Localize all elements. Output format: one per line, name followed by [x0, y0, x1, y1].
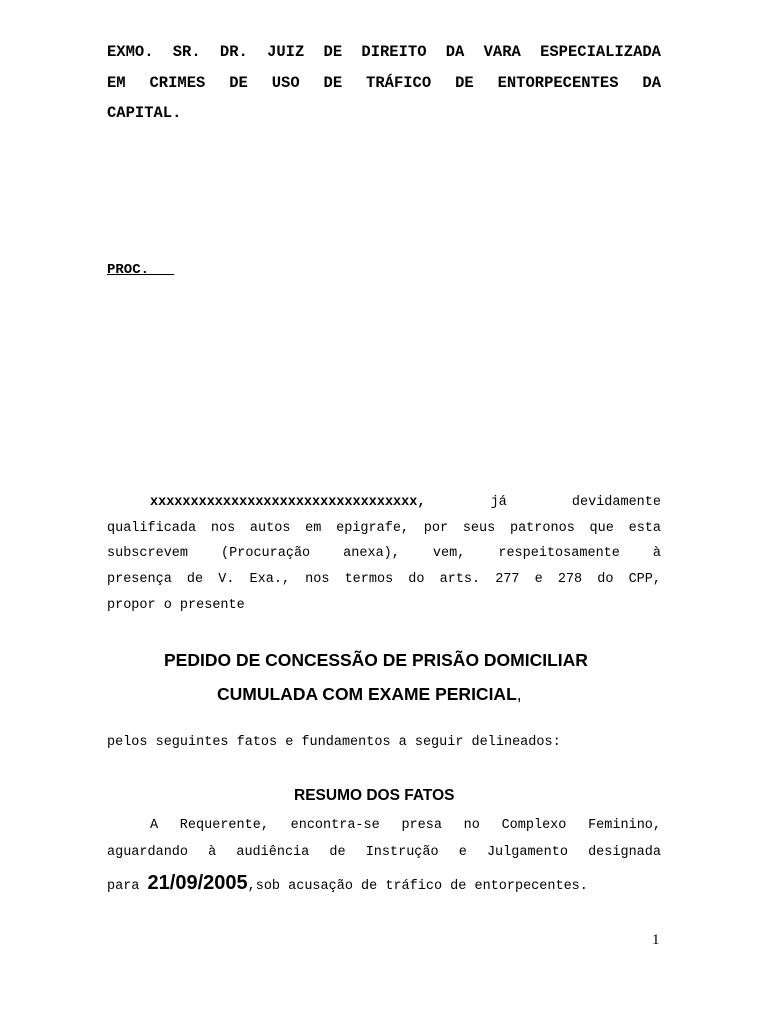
request-title-line-1: PEDIDO DE CONCESSÃO DE PRISÃO DOMICILIAR [164, 650, 588, 670]
intro-word-ja: já [490, 495, 507, 510]
facts-line-3-prefix: para [107, 879, 148, 894]
intro-line-3: subscrevem (Procuração anexa), vem, respeitosamente à [107, 546, 661, 561]
intro-line-2: qualificada nos autos em epigrafe, por seus patronos que esta [107, 521, 661, 536]
process-label: PROC. [107, 262, 175, 278]
request-title-line-2 [217, 684, 522, 705]
request-title-line-2-text: CUMULADA COM EXAME PERICIAL [217, 684, 517, 704]
grounds-text: pelos seguintes fatos e fundamentos a seguir delineados: [107, 735, 561, 750]
page-number: 1 [652, 932, 660, 948]
intro-word-devidamente: devidamente [571, 495, 661, 510]
intro-line-5: propor o presente [107, 598, 245, 613]
party-name: xxxxxxxxxxxxxxxxxxxxxxxxxxxxxxxxx, [150, 495, 426, 510]
facts-line-2: aguardando à audiência de Instrução e Julgamento designada [107, 845, 661, 860]
intro-line-1 [150, 495, 661, 510]
request-title-comma: , [516, 684, 522, 704]
facts-line-1: A Requerente, encontra-se presa no Complexo Feminino, [150, 818, 661, 833]
intro-line-4: presença de V. Exa., nos termos do arts. 277 e 278 do CPP, [107, 572, 661, 587]
facts-section-title: RESUMO DOS FATOS [294, 787, 455, 804]
header-line-1: EXMO. SR. DR. JUIZ DE DIREITO DA VARA ESPECIALIZADA [107, 43, 661, 61]
header-line-3: CAPITAL. [107, 104, 182, 122]
hearing-date: 21/09/2005 [147, 872, 248, 894]
facts-line-3 [107, 872, 588, 895]
facts-line-3-suffix: ,sob acusação de tráfico de entorpecentes. [247, 879, 588, 894]
header-line-2: EM CRIMES DE USO DE TRÁFICO DE ENTORPECENTES DA [107, 74, 661, 92]
